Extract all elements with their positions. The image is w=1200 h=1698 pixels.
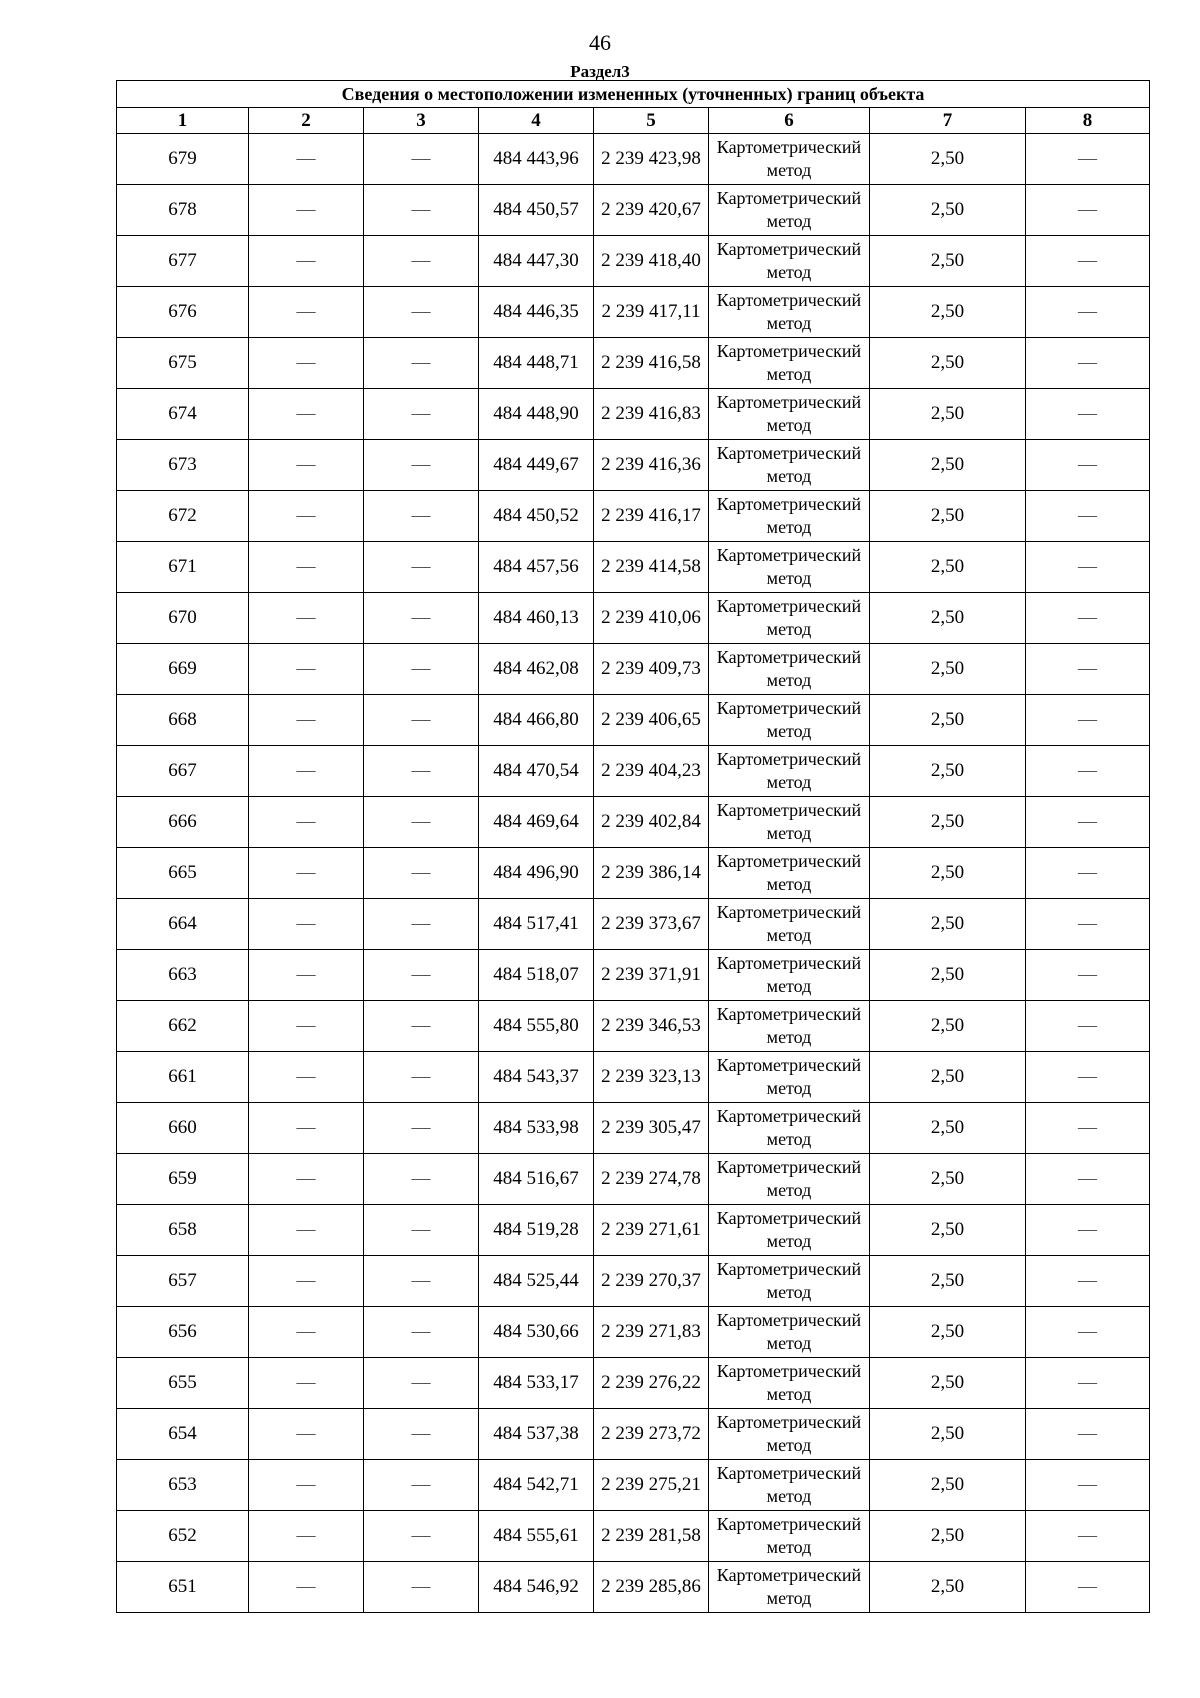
y-coordinate-cell: 2 239 406,65 xyxy=(594,695,709,746)
col-8-cell: — xyxy=(1026,899,1150,950)
boundary-coordinates-table xyxy=(116,80,1150,1613)
table-row xyxy=(117,1001,1150,1052)
x-coordinate-cell: 484 470,54 xyxy=(479,746,594,797)
accuracy-cell: 2,50 xyxy=(870,848,1026,899)
col-8-cell: — xyxy=(1026,542,1150,593)
point-number-cell: 658 xyxy=(117,1205,249,1256)
col-3-cell: — xyxy=(364,950,479,1001)
method-cell: Картометрический метод xyxy=(709,1154,870,1205)
table-row xyxy=(117,899,1150,950)
method-cell: Картометрический метод xyxy=(709,440,870,491)
point-number-cell: 670 xyxy=(117,593,249,644)
col-2-cell: — xyxy=(249,593,364,644)
method-cell: Картометрический метод xyxy=(709,746,870,797)
accuracy-cell: 2,50 xyxy=(870,1460,1026,1511)
y-coordinate-cell: 2 239 410,06 xyxy=(594,593,709,644)
accuracy-cell: 2,50 xyxy=(870,746,1026,797)
col-8-cell: — xyxy=(1026,1205,1150,1256)
col-3-cell: — xyxy=(364,287,479,338)
y-coordinate-cell: 2 239 271,61 xyxy=(594,1205,709,1256)
table-row xyxy=(117,287,1150,338)
table-row xyxy=(117,695,1150,746)
x-coordinate-cell: 484 447,30 xyxy=(479,236,594,287)
column-header-3: 3 xyxy=(364,108,479,134)
col-2-cell: — xyxy=(249,542,364,593)
y-coordinate-cell: 2 239 416,58 xyxy=(594,338,709,389)
y-coordinate-cell: 2 239 416,83 xyxy=(594,389,709,440)
table-row xyxy=(117,950,1150,1001)
point-number-cell: 673 xyxy=(117,440,249,491)
method-cell: Картометрический метод xyxy=(709,1511,870,1562)
point-number-cell: 665 xyxy=(117,848,249,899)
col-2-cell: — xyxy=(249,746,364,797)
col-2-cell: — xyxy=(249,185,364,236)
method-cell: Картометрический метод xyxy=(709,1256,870,1307)
column-header-8: 8 xyxy=(1026,108,1150,134)
method-cell: Картометрический метод xyxy=(709,542,870,593)
col-3-cell: — xyxy=(364,746,479,797)
y-coordinate-cell: 2 239 285,86 xyxy=(594,1562,709,1613)
point-number-cell: 654 xyxy=(117,1409,249,1460)
accuracy-cell: 2,50 xyxy=(870,593,1026,644)
y-coordinate-cell: 2 239 371,91 xyxy=(594,950,709,1001)
col-3-cell: — xyxy=(364,185,479,236)
y-coordinate-cell: 2 239 416,17 xyxy=(594,491,709,542)
y-coordinate-cell: 2 239 417,11 xyxy=(594,287,709,338)
table-row xyxy=(117,1307,1150,1358)
col-8-cell: — xyxy=(1026,134,1150,185)
method-cell: Картометрический метод xyxy=(709,848,870,899)
x-coordinate-cell: 484 542,71 xyxy=(479,1460,594,1511)
x-coordinate-cell: 484 533,17 xyxy=(479,1358,594,1409)
point-number-cell: 651 xyxy=(117,1562,249,1613)
method-cell: Картометрический метод xyxy=(709,644,870,695)
col-2-cell: — xyxy=(249,1154,364,1205)
col-2-cell: — xyxy=(249,338,364,389)
col-8-cell: — xyxy=(1026,1154,1150,1205)
table-row xyxy=(117,644,1150,695)
col-2-cell: — xyxy=(249,287,364,338)
point-number-cell: 669 xyxy=(117,644,249,695)
point-number-cell: 663 xyxy=(117,950,249,1001)
section-title: Раздел3 xyxy=(570,62,630,81)
method-cell: Картометрический метод xyxy=(709,797,870,848)
col-8-cell: — xyxy=(1026,185,1150,236)
col-2-cell: — xyxy=(249,1409,364,1460)
table-row xyxy=(117,848,1150,899)
x-coordinate-cell: 484 450,57 xyxy=(479,185,594,236)
col-2-cell: — xyxy=(249,389,364,440)
col-8-cell: — xyxy=(1026,746,1150,797)
y-coordinate-cell: 2 239 386,14 xyxy=(594,848,709,899)
point-number-cell: 679 xyxy=(117,134,249,185)
x-coordinate-cell: 484 525,44 xyxy=(479,1256,594,1307)
table-row xyxy=(117,389,1150,440)
col-8-cell: — xyxy=(1026,338,1150,389)
x-coordinate-cell: 484 555,61 xyxy=(479,1511,594,1562)
col-8-cell: — xyxy=(1026,236,1150,287)
col-8-cell: — xyxy=(1026,287,1150,338)
y-coordinate-cell: 2 239 416,36 xyxy=(594,440,709,491)
point-number-cell: 677 xyxy=(117,236,249,287)
x-coordinate-cell: 484 446,35 xyxy=(479,287,594,338)
accuracy-cell: 2,50 xyxy=(870,1409,1026,1460)
point-number-cell: 661 xyxy=(117,1052,249,1103)
col-2-cell: — xyxy=(249,1256,364,1307)
col-8-cell: — xyxy=(1026,593,1150,644)
col-8-cell: — xyxy=(1026,440,1150,491)
method-cell: Картометрический метод xyxy=(709,950,870,1001)
col-3-cell: — xyxy=(364,593,479,644)
x-coordinate-cell: 484 469,64 xyxy=(479,797,594,848)
col-3-cell: — xyxy=(364,1511,479,1562)
table-row xyxy=(117,1205,1150,1256)
method-cell: Картометрический метод xyxy=(709,1562,870,1613)
table-row xyxy=(117,1052,1150,1103)
col-3-cell: — xyxy=(364,1358,479,1409)
method-cell: Картометрический метод xyxy=(709,1052,870,1103)
accuracy-cell: 2,50 xyxy=(870,134,1026,185)
point-number-cell: 653 xyxy=(117,1460,249,1511)
accuracy-cell: 2,50 xyxy=(870,1001,1026,1052)
column-header-4: 4 xyxy=(479,108,594,134)
col-8-cell: — xyxy=(1026,950,1150,1001)
table-row xyxy=(117,1460,1150,1511)
table-row xyxy=(117,185,1150,236)
col-2-cell: — xyxy=(249,797,364,848)
col-3-cell: — xyxy=(364,1307,479,1358)
accuracy-cell: 2,50 xyxy=(870,695,1026,746)
method-cell: Картометрический метод xyxy=(709,185,870,236)
col-3-cell: — xyxy=(364,1154,479,1205)
x-coordinate-cell: 484 460,13 xyxy=(479,593,594,644)
accuracy-cell: 2,50 xyxy=(870,1154,1026,1205)
col-3-cell: — xyxy=(364,389,479,440)
col-3-cell: — xyxy=(364,1409,479,1460)
x-coordinate-cell: 484 462,08 xyxy=(479,644,594,695)
method-cell: Картометрический метод xyxy=(709,287,870,338)
col-2-cell: — xyxy=(249,134,364,185)
table-row xyxy=(117,338,1150,389)
y-coordinate-cell: 2 239 276,22 xyxy=(594,1358,709,1409)
col-2-cell: — xyxy=(249,695,364,746)
col-2-cell: — xyxy=(249,1511,364,1562)
accuracy-cell: 2,50 xyxy=(870,287,1026,338)
column-header-1: 1 xyxy=(117,108,249,134)
col-2-cell: — xyxy=(249,950,364,1001)
method-cell: Картометрический метод xyxy=(709,1103,870,1154)
x-coordinate-cell: 484 449,67 xyxy=(479,440,594,491)
method-cell: Картометрический метод xyxy=(709,1307,870,1358)
y-coordinate-cell: 2 239 404,23 xyxy=(594,746,709,797)
col-8-cell: — xyxy=(1026,1511,1150,1562)
col-8-cell: — xyxy=(1026,695,1150,746)
x-coordinate-cell: 484 466,80 xyxy=(479,695,594,746)
table-body xyxy=(117,134,1150,1613)
col-2-cell: — xyxy=(249,236,364,287)
x-coordinate-cell: 484 517,41 xyxy=(479,899,594,950)
x-coordinate-cell: 484 448,90 xyxy=(479,389,594,440)
col-2-cell: — xyxy=(249,1205,364,1256)
method-cell: Картометрический метод xyxy=(709,134,870,185)
col-3-cell: — xyxy=(364,1001,479,1052)
col-3-cell: — xyxy=(364,1205,479,1256)
col-8-cell: — xyxy=(1026,1460,1150,1511)
col-2-cell: — xyxy=(249,1562,364,1613)
table-row xyxy=(117,797,1150,848)
col-2-cell: — xyxy=(249,440,364,491)
y-coordinate-cell: 2 239 402,84 xyxy=(594,797,709,848)
x-coordinate-cell: 484 519,28 xyxy=(479,1205,594,1256)
accuracy-cell: 2,50 xyxy=(870,1103,1026,1154)
x-coordinate-cell: 484 450,52 xyxy=(479,491,594,542)
x-coordinate-cell: 484 443,96 xyxy=(479,134,594,185)
col-2-cell: — xyxy=(249,1460,364,1511)
point-number-cell: 668 xyxy=(117,695,249,746)
method-cell: Картометрический метод xyxy=(709,236,870,287)
method-cell: Картометрический метод xyxy=(709,1460,870,1511)
table-row xyxy=(117,1562,1150,1613)
point-number-cell: 664 xyxy=(117,899,249,950)
point-number-cell: 675 xyxy=(117,338,249,389)
col-3-cell: — xyxy=(364,1256,479,1307)
col-3-cell: — xyxy=(364,644,479,695)
y-coordinate-cell: 2 239 281,58 xyxy=(594,1511,709,1562)
col-8-cell: — xyxy=(1026,491,1150,542)
accuracy-cell: 2,50 xyxy=(870,1307,1026,1358)
x-coordinate-cell: 484 537,38 xyxy=(479,1409,594,1460)
x-coordinate-cell: 484 543,37 xyxy=(479,1052,594,1103)
accuracy-cell: 2,50 xyxy=(870,1256,1026,1307)
col-8-cell: — xyxy=(1026,644,1150,695)
x-coordinate-cell: 484 546,92 xyxy=(479,1562,594,1613)
accuracy-cell: 2,50 xyxy=(870,1511,1026,1562)
col-3-cell: — xyxy=(364,338,479,389)
col-3-cell: — xyxy=(364,1103,479,1154)
col-8-cell: — xyxy=(1026,1307,1150,1358)
y-coordinate-cell: 2 239 305,47 xyxy=(594,1103,709,1154)
col-3-cell: — xyxy=(364,236,479,287)
column-header-6: 6 xyxy=(709,108,870,134)
point-number-cell: 676 xyxy=(117,287,249,338)
col-2-cell: — xyxy=(249,644,364,695)
table-row xyxy=(117,1103,1150,1154)
point-number-cell: 655 xyxy=(117,1358,249,1409)
col-2-cell: — xyxy=(249,1001,364,1052)
accuracy-cell: 2,50 xyxy=(870,899,1026,950)
col-3-cell: — xyxy=(364,797,479,848)
accuracy-cell: 2,50 xyxy=(870,338,1026,389)
page-number: 46 xyxy=(589,30,611,55)
col-2-cell: — xyxy=(249,1358,364,1409)
accuracy-cell: 2,50 xyxy=(870,491,1026,542)
method-cell: Картометрический метод xyxy=(709,1409,870,1460)
x-coordinate-cell: 484 555,80 xyxy=(479,1001,594,1052)
x-coordinate-cell: 484 496,90 xyxy=(479,848,594,899)
table-row xyxy=(117,1154,1150,1205)
col-8-cell: — xyxy=(1026,389,1150,440)
table-row xyxy=(117,593,1150,644)
table-row xyxy=(117,134,1150,185)
y-coordinate-cell: 2 239 420,67 xyxy=(594,185,709,236)
x-coordinate-cell: 484 457,56 xyxy=(479,542,594,593)
col-8-cell: — xyxy=(1026,1562,1150,1613)
accuracy-cell: 2,50 xyxy=(870,950,1026,1001)
point-number-cell: 662 xyxy=(117,1001,249,1052)
accuracy-cell: 2,50 xyxy=(870,1562,1026,1613)
accuracy-cell: 2,50 xyxy=(870,185,1026,236)
point-number-cell: 652 xyxy=(117,1511,249,1562)
col-3-cell: — xyxy=(364,695,479,746)
col-8-cell: — xyxy=(1026,1358,1150,1409)
col-8-cell: — xyxy=(1026,1052,1150,1103)
column-header-5: 5 xyxy=(594,108,709,134)
table-caption: Сведения о местоположении измененных (уточненных) границ объекта xyxy=(117,81,1150,108)
y-coordinate-cell: 2 239 271,83 xyxy=(594,1307,709,1358)
table-row xyxy=(117,491,1150,542)
accuracy-cell: 2,50 xyxy=(870,389,1026,440)
point-number-cell: 659 xyxy=(117,1154,249,1205)
x-coordinate-cell: 484 530,66 xyxy=(479,1307,594,1358)
col-2-cell: — xyxy=(249,1103,364,1154)
table-caption-row xyxy=(117,81,1150,108)
col-8-cell: — xyxy=(1026,797,1150,848)
method-cell: Картометрический метод xyxy=(709,1358,870,1409)
accuracy-cell: 2,50 xyxy=(870,542,1026,593)
table-row xyxy=(117,746,1150,797)
column-header-7: 7 xyxy=(870,108,1026,134)
accuracy-cell: 2,50 xyxy=(870,440,1026,491)
y-coordinate-cell: 2 239 418,40 xyxy=(594,236,709,287)
y-coordinate-cell: 2 239 275,21 xyxy=(594,1460,709,1511)
accuracy-cell: 2,50 xyxy=(870,236,1026,287)
col-3-cell: — xyxy=(364,848,479,899)
col-2-cell: — xyxy=(249,1307,364,1358)
method-cell: Картометрический метод xyxy=(709,491,870,542)
x-coordinate-cell: 484 518,07 xyxy=(479,950,594,1001)
y-coordinate-cell: 2 239 273,72 xyxy=(594,1409,709,1460)
x-coordinate-cell: 484 516,67 xyxy=(479,1154,594,1205)
point-number-cell: 671 xyxy=(117,542,249,593)
table-row xyxy=(117,1511,1150,1562)
y-coordinate-cell: 2 239 274,78 xyxy=(594,1154,709,1205)
col-8-cell: — xyxy=(1026,1256,1150,1307)
col-3-cell: — xyxy=(364,134,479,185)
y-coordinate-cell: 2 239 346,53 xyxy=(594,1001,709,1052)
col-3-cell: — xyxy=(364,1460,479,1511)
accuracy-cell: 2,50 xyxy=(870,1205,1026,1256)
point-number-cell: 672 xyxy=(117,491,249,542)
table-row xyxy=(117,1409,1150,1460)
col-2-cell: — xyxy=(249,491,364,542)
accuracy-cell: 2,50 xyxy=(870,1358,1026,1409)
point-number-cell: 674 xyxy=(117,389,249,440)
method-cell: Картометрический метод xyxy=(709,899,870,950)
table-row xyxy=(117,1358,1150,1409)
col-8-cell: — xyxy=(1026,1409,1150,1460)
x-coordinate-cell: 484 448,71 xyxy=(479,338,594,389)
column-number-row xyxy=(117,108,1150,134)
method-cell: Картометрический метод xyxy=(709,1205,870,1256)
col-8-cell: — xyxy=(1026,1001,1150,1052)
method-cell: Картометрический метод xyxy=(709,389,870,440)
y-coordinate-cell: 2 239 373,67 xyxy=(594,899,709,950)
accuracy-cell: 2,50 xyxy=(870,797,1026,848)
y-coordinate-cell: 2 239 414,58 xyxy=(594,542,709,593)
method-cell: Картометрический метод xyxy=(709,593,870,644)
col-2-cell: — xyxy=(249,848,364,899)
point-number-cell: 678 xyxy=(117,185,249,236)
col-3-cell: — xyxy=(364,491,479,542)
col-8-cell: — xyxy=(1026,1103,1150,1154)
y-coordinate-cell: 2 239 423,98 xyxy=(594,134,709,185)
point-number-cell: 660 xyxy=(117,1103,249,1154)
y-coordinate-cell: 2 239 270,37 xyxy=(594,1256,709,1307)
point-number-cell: 656 xyxy=(117,1307,249,1358)
table-row xyxy=(117,1256,1150,1307)
col-3-cell: — xyxy=(364,440,479,491)
col-2-cell: — xyxy=(249,899,364,950)
point-number-cell: 657 xyxy=(117,1256,249,1307)
col-3-cell: — xyxy=(364,1562,479,1613)
col-8-cell: — xyxy=(1026,848,1150,899)
point-number-cell: 666 xyxy=(117,797,249,848)
table-row xyxy=(117,236,1150,287)
accuracy-cell: 2,50 xyxy=(870,644,1026,695)
accuracy-cell: 2,50 xyxy=(870,1052,1026,1103)
table-row xyxy=(117,440,1150,491)
method-cell: Картометрический метод xyxy=(709,695,870,746)
col-3-cell: — xyxy=(364,542,479,593)
table-row xyxy=(117,542,1150,593)
col-3-cell: — xyxy=(364,1052,479,1103)
col-2-cell: — xyxy=(249,1052,364,1103)
x-coordinate-cell: 484 533,98 xyxy=(479,1103,594,1154)
method-cell: Картометрический метод xyxy=(709,1001,870,1052)
y-coordinate-cell: 2 239 409,73 xyxy=(594,644,709,695)
y-coordinate-cell: 2 239 323,13 xyxy=(594,1052,709,1103)
method-cell: Картометрический метод xyxy=(709,338,870,389)
column-header-2: 2 xyxy=(249,108,364,134)
point-number-cell: 667 xyxy=(117,746,249,797)
col-3-cell: — xyxy=(364,899,479,950)
